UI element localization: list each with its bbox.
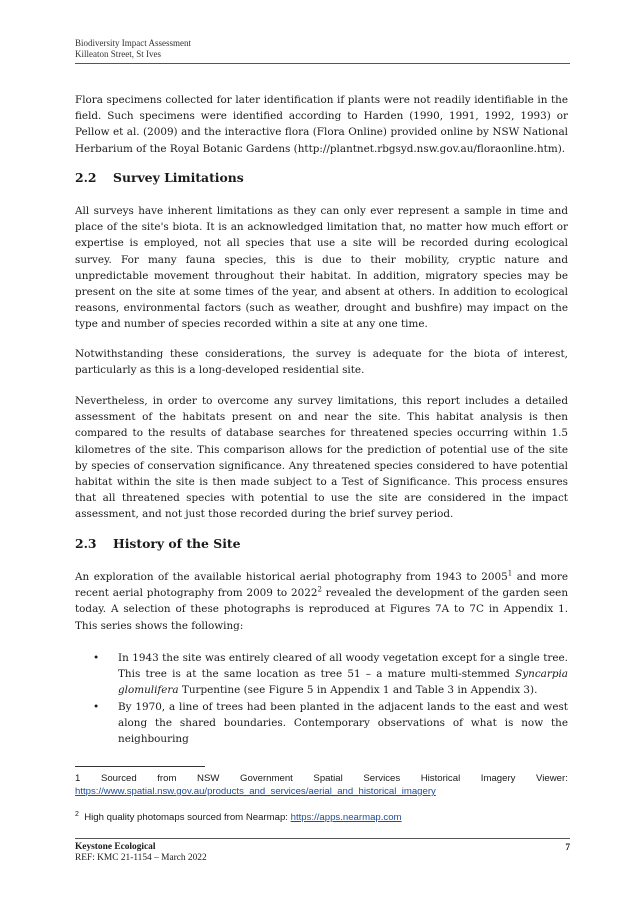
footnote-2-text: High quality photomaps sourced from Nearmap: [84,812,291,823]
text-run: In 1943 the site was entirely cleared of all woody vegetation except for a single tree. This tree is at the same location as tree 51 – a mature multi-stemmed [118,652,568,681]
footnote-number: 2 [75,810,79,818]
running-footer [75,842,207,864]
footnote-2-link[interactable]: https://apps.nearmap.com [290,812,402,823]
bullet-icon: • [93,700,100,713]
section-number: 2.3 [75,536,97,551]
footnote-word: Viewer: [536,773,568,784]
text-run: Turpentine (see Figure 5 in Appendix 1 and Table 3 in Appendix 3). [178,684,538,697]
section-number: 2.2 [75,170,97,185]
footnote-word: Spatial [313,773,343,784]
text-run: revealed the development of the garden seen today. A selection of these photographs is reproduced at Figures 7A to 7C in Appendix 1. This series shows the following: [75,587,569,632]
intro-paragraph: Flora specimens collected for later identification if plants were not readily identifiable in the field. Such specimens were identified according to Harden (1990, 1991, 1992, 1993) or Pellow et al. (2009) and the interactive flora (Flora Online) provided online by NSW National Herbarium of the Royal Botanic Gardens (http://plantnet.rbgsyd.nsw.gov.au/floraonline.htm). [75,94,568,155]
list-item [75,699,568,748]
footnote-number: 1 [75,773,81,784]
footnote-divider [75,766,205,767]
report-reference: REF: KMC 21-1154 – March 2022 [75,853,207,863]
section-heading-2-3 [75,536,241,551]
header-title: Biodiversity Impact Assessment [75,38,191,48]
footnote-1-text [75,772,568,785]
footnote-ref-1[interactable]: 1 [507,569,513,578]
footnote-1 [75,772,568,798]
footnote-2 [75,811,568,824]
header-divider [75,63,570,64]
footnote-word: Imagery [480,773,516,784]
survey-limitations-para-3: Nevertheless, in order to overcome any survey limitations, this report includes a detailed assessment of the habitats present on and near the site. This habitat analysis is then compared to the results of database searches for threatened species occurring within 1.5 kilometres of the site. This comparison allows for the prediction of potential use of the site by species of conservation significance. Any threatened species considered to have potential habitat within the site is then made subject to a Test of Significance. This process ensures that all threatened species with potential to use the site are considered in the impact assessment, and not just those recorded during the brief survey period. [75,395,568,521]
species-name: Syncarpia glomulifera [118,668,568,697]
footnote-word: from [157,773,177,784]
list-item [75,650,568,699]
section-title: History of the Site [113,536,241,551]
survey-limitations-para-2: Notwithstanding these considerations, the survey is adequate for the biota of interest, particularly as this is a long-developed residential site. [75,348,568,377]
footnote-word: Services [363,773,401,784]
footnote-word: Historical [420,773,461,784]
text-run: An exploration of the available historical aerial photography from 1943 to 2005 [75,571,508,583]
footnote-word: Government [240,773,293,784]
bullet-icon: • [93,652,100,664]
text-run: and more recent aerial photography from 2009 to 2022 [75,571,568,600]
section-title: Survey Limitations [113,170,244,185]
history-para-1 [75,569,568,634]
footnote-word: Sourced [100,773,137,784]
section-heading-2-2 [75,170,244,185]
footnote-word: NSW [197,773,220,784]
footnote-ref-2[interactable]: 2 [317,585,322,594]
history-bullet-list [75,650,568,747]
page-number: 7 [565,843,570,853]
header-subtitle: Killeaton Street, St Ives [75,49,161,59]
footer-divider [75,838,570,839]
running-header [75,38,191,60]
survey-limitations-para-1: All surveys have inherent limitations as they can only ever represent a sample in time and place of the site's biota. It is an acknowledged limitation that, no matter how much effort or expertise is employed, not all species that use a site will be recorded during ecological survey. For many fauna species, this is due to their mobility, cryptic nature and unpredictable movement throughout their habitat. In addition, migratory species may be present on the site at some times of the year, and absent at others. In addition to ecological reasons, environmental factors (such as weather, drought and bushfire) may impact on the type and number of species recorded within a site at any one time. [75,205,568,331]
footnote-1-link[interactable]: https://www.spatial.nsw.gov.au/products_and_services/aerial_and_historical_imagery [75,786,436,797]
text-run: By 1970, a line of trees had been planted in the adjacent lands to the east and west along the shared boundaries. Contemporary observations of what is now the neighbouring [118,700,568,746]
company-name: Keystone Ecological [75,842,156,852]
